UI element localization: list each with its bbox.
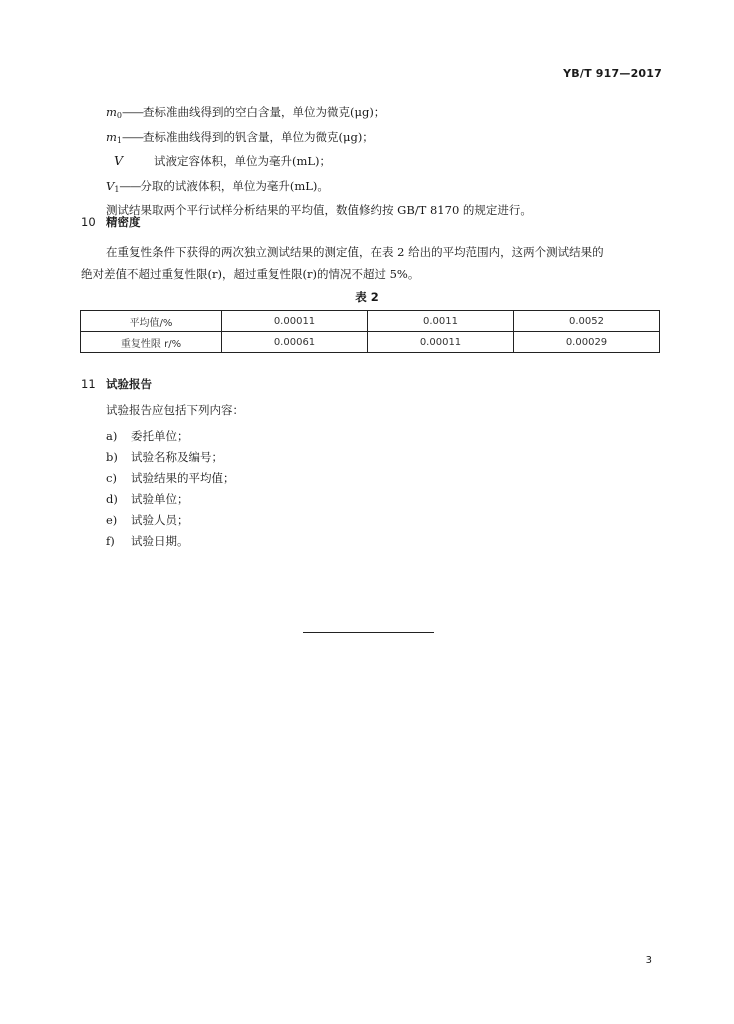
end-rule bbox=[303, 632, 434, 633]
section-10-paragraph: 在重复性条件下获得的两次独立测试结果的测定值，在表 2 给出的平均范围内，这两个测试结果的 绝对差值不超过重复性限(r)，超过重复性限(r)的情况不超过 5%。 bbox=[81, 245, 604, 281]
table-row bbox=[81, 311, 660, 332]
definition-m0: $m_0——$查标准曲线得到的空白含量，单位为微克(μg)； bbox=[106, 102, 666, 127]
list-item: c) 试验结果的平均值； bbox=[106, 471, 235, 485]
definition-text: 查标准曲线得到的钒含量，单位为微克(μg)； bbox=[143, 129, 374, 144]
table-cell: 0.0052 bbox=[514, 311, 660, 332]
table-title: 表 2 bbox=[355, 290, 379, 304]
list-item: b) 试验名称及编号； bbox=[106, 450, 223, 464]
list-item: a) 委托单位； bbox=[106, 429, 189, 443]
symbol-definitions bbox=[106, 102, 666, 221]
result-note: 测试结果取两个平行试样分析结果的平均值，数值修约按 GB/T 8170 的规定进行。 bbox=[106, 203, 532, 217]
table-cell: 0.0011 bbox=[368, 311, 514, 332]
section-11-heading: 11 试验报告 bbox=[81, 377, 152, 391]
symbol-m0: $m_0$ bbox=[106, 105, 122, 120]
symbol-v: V bbox=[114, 153, 124, 168]
report-intro: 试验报告应包括下列内容： bbox=[106, 403, 244, 417]
precision-table bbox=[80, 310, 660, 353]
list-item: e) 试验人员； bbox=[106, 513, 189, 527]
list-item: f) 试验日期。 bbox=[106, 534, 189, 548]
definition-text: 分取的试液体积，单位为毫升(mL)。 bbox=[140, 178, 329, 193]
symbol-v1: $V_1$ bbox=[106, 178, 120, 194]
standard-code: YB/T 917—2017 bbox=[563, 67, 662, 80]
report-list bbox=[106, 426, 235, 552]
table-row bbox=[81, 332, 660, 353]
page-number: 3 bbox=[645, 955, 652, 966]
section-11-title: 试验报告 bbox=[106, 377, 152, 391]
definition-text: 查标准曲线得到的空白含量，单位为微克(μg)； bbox=[143, 105, 386, 119]
section-10-title: 精密度 bbox=[106, 215, 141, 229]
table-cell: 0.00029 bbox=[514, 332, 660, 353]
definition-text: 试液定容体积，单位为毫升(mL)； bbox=[154, 154, 332, 168]
list-item: d) 试验单位； bbox=[106, 492, 189, 506]
table-cell: 0.00011 bbox=[222, 311, 368, 332]
table-cell: 0.00061 bbox=[222, 332, 368, 353]
row-label: 重复性限 r/% bbox=[81, 332, 222, 353]
definition-v bbox=[106, 151, 666, 176]
row-label: 平均值/% bbox=[81, 311, 222, 332]
definition-v1: $V_1——$分取的试液体积，单位为毫升(mL)。 bbox=[106, 176, 666, 201]
symbol-m1: $m_1$ bbox=[106, 129, 122, 145]
section-10-heading: 10 精密度 bbox=[81, 215, 141, 229]
definition-m1: $m_1——$查标准曲线得到的钒含量，单位为微克(μg)； bbox=[106, 127, 666, 152]
table-cell: 0.00011 bbox=[368, 332, 514, 353]
